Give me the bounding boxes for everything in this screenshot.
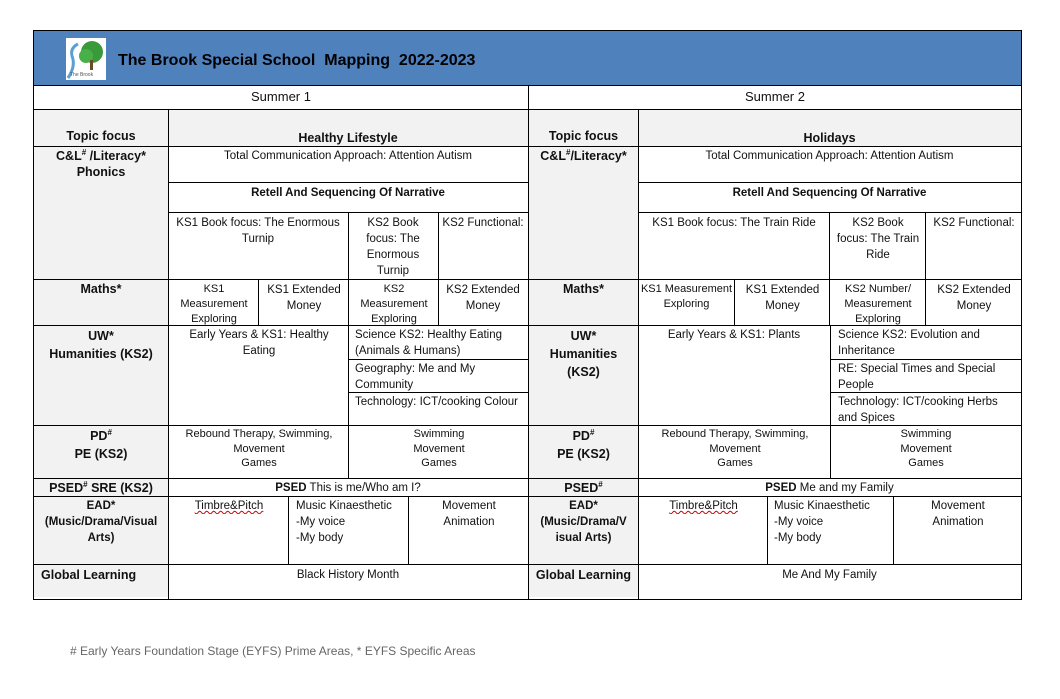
ks2-functional-2: KS2 Functional: xyxy=(933,217,1015,229)
ead-timbre-2: Timbre&Pitch xyxy=(669,500,738,512)
cl-retell: Retell And Sequencing Of Narrative xyxy=(251,187,445,199)
ks2-functional: KS2 Functional: xyxy=(442,217,524,229)
uw-technology-2: Technology: ICT/cooking Herbs and Spices xyxy=(838,396,998,424)
global-learning-label-2: Global Learning xyxy=(535,568,632,582)
maths-item: KS2 Extended Money xyxy=(937,284,1011,312)
global-learning-label: Global Learning xyxy=(41,568,137,582)
pd-activities: Rebound Therapy, Swimming, Movement Games xyxy=(661,428,809,469)
psed-label-2: PSED# xyxy=(564,480,603,495)
ks1-book: KS1 Book focus: The Enormous Turnip xyxy=(176,217,340,245)
maths-label: Maths* xyxy=(80,282,122,296)
topic-focus-label-2: Topic focus xyxy=(548,129,619,143)
page-title: The Brook Special School Mapping 2022-2023 xyxy=(118,52,476,69)
global-learning-2: Me And My Family xyxy=(782,569,877,581)
maths-item: KS1 Extended Money xyxy=(267,284,341,312)
ks1-book-2: KS1 Book focus: The Train Ride xyxy=(652,217,816,229)
ead-movement: Movement Animation xyxy=(442,500,496,528)
ead-timbre: Timbre&Pitch xyxy=(194,500,264,512)
school-logo xyxy=(66,38,106,80)
ead-label-2: EAD* (Music/Drama/V isual Arts) xyxy=(540,500,627,544)
ks2-book-2: KS2 Book focus: The Train Ride xyxy=(836,217,920,261)
topic-summer-2: Holidays xyxy=(803,131,856,145)
pd-activities: Swimming Movement Games xyxy=(900,428,952,469)
topic-focus-label: Topic focus xyxy=(66,129,136,143)
maths-item: KS2 Extended Money xyxy=(446,284,520,312)
pd-activities: Swimming Movement Games xyxy=(413,428,465,469)
svg-text:The Brook: The Brook xyxy=(70,72,94,78)
maths-item: KS1 Measurement Exploring xyxy=(180,283,248,325)
pd-label: PD# PE (KS2) xyxy=(74,427,128,461)
ks2-book: KS2 Book focus: The Enormous Turnip xyxy=(366,217,420,277)
uw-early-years-2: Early Years & KS1: Plants xyxy=(667,329,801,341)
cl-label: C&L# /Literacy* Phonics xyxy=(56,148,146,179)
cl-retell-2: Retell And Sequencing Of Narrative xyxy=(732,187,927,199)
uw-label: UW* Humanities (KS2) xyxy=(49,329,153,361)
uw-geography: Geography: Me and My Community xyxy=(355,363,476,391)
maths-label-2: Maths* xyxy=(563,282,604,296)
uw-science: Science KS2: Healthy Eating (Animals & Humans) xyxy=(355,329,503,357)
psed-label: PSED# SRE (KS2) xyxy=(49,480,153,495)
cl-approach: Total Communication Approach: Attention Autism xyxy=(223,150,473,162)
uw-label-2: UW* Humanities (KS2) xyxy=(549,329,618,379)
ead-music-2: Music Kinaesthetic -My voice -My body xyxy=(774,500,870,544)
term-summer-2: Summer 2 xyxy=(745,89,805,104)
maths-item: KS2 Measurement Exploring xyxy=(360,283,428,325)
psed-text: PSED This is me/Who am I? xyxy=(275,482,421,494)
maths-item: KS2 Number/ Measurement Exploring xyxy=(844,283,912,325)
uw-early-years: Early Years & KS1: Healthy Eating xyxy=(189,329,329,357)
pd-activities: Rebound Therapy, Swimming, Movement Games xyxy=(185,428,333,469)
tree-logo-icon xyxy=(66,38,106,80)
maths-item: KS1 Measurement Exploring xyxy=(640,283,733,310)
uw-re-2: RE: Special Times and Special People xyxy=(838,363,996,391)
cl-label-2: C&L#/Literacy* xyxy=(540,148,627,163)
cl-approach-2: Total Communication Approach: Attention Autism xyxy=(705,150,954,162)
uw-technology: Technology: ICT/cooking Colour xyxy=(355,396,518,408)
pd-label-2: PD# PE (KS2) xyxy=(557,427,610,461)
term-summer-1: Summer 1 xyxy=(251,89,311,104)
psed-text-2: PSED Me and my Family xyxy=(765,482,894,494)
topic-summer-1: Healthy Lifestyle xyxy=(298,131,398,145)
ead-movement-2: Movement Animation xyxy=(931,500,985,528)
footnote: # Early Years Foundation Stage (EYFS) Prime Areas, * EYFS Specific Areas xyxy=(70,644,476,658)
ead-label: EAD* (Music/Drama/Visual Arts) xyxy=(44,500,158,544)
maths-item: KS1 Extended Money xyxy=(745,284,820,312)
ead-music: Music Kinaesthetic -My voice -My body xyxy=(296,500,392,544)
uw-science-2: Science KS2: Evolution and Inheritance xyxy=(838,329,980,357)
global-learning: Black History Month xyxy=(296,569,400,581)
